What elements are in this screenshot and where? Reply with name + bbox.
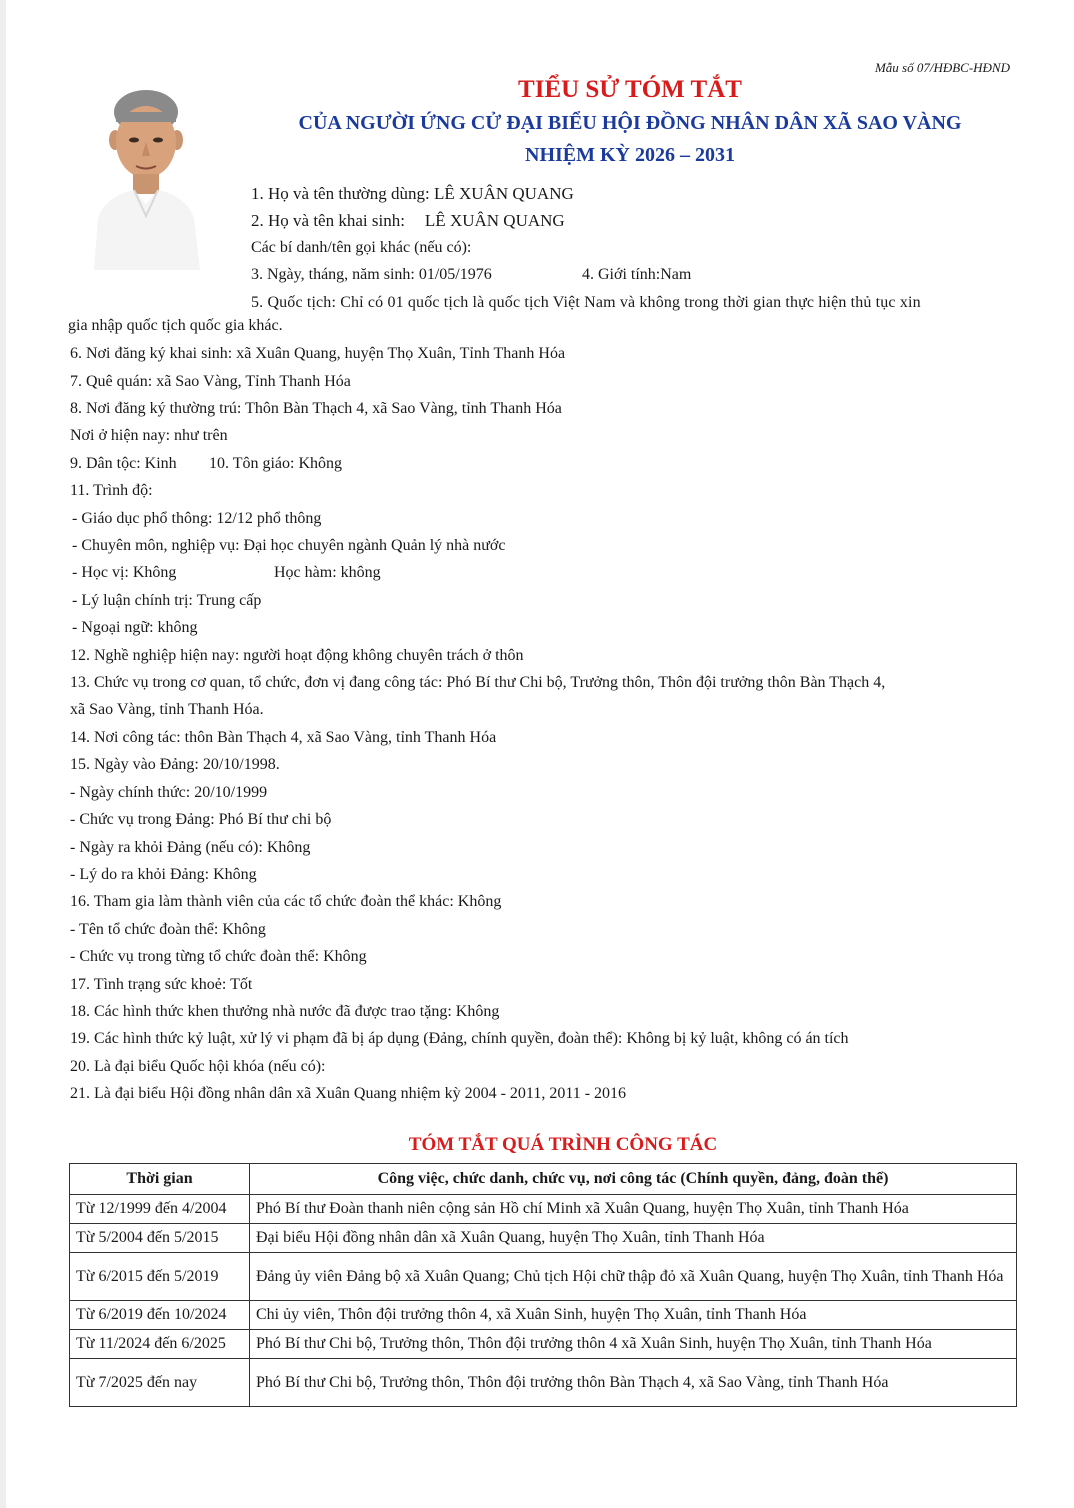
- row-desc: Phó Bí thư Chi bộ, Trưởng thôn, Thôn đội trưởng thôn 4 xã Xuân Sinh, huyện Thọ Xuân, tỉnh Thanh Hóa: [250, 1330, 1017, 1359]
- org-name: - Tên tổ chức đoàn thể: Không: [70, 921, 266, 938]
- edu-politics: - Lý luận chính trị: Trung cấp: [72, 592, 262, 609]
- field-nationality: 5. Quốc tịch: Chỉ có 01 quốc tịch là quốc tịch Việt Nam và không trong thời gian thực hiện thủ tục xin: [251, 294, 921, 311]
- field-workplace: 14. Nơi công tác: thôn Bàn Thạch 4, xã Sao Vàng, tỉnh Thanh Hóa: [70, 729, 497, 746]
- party-leave: - Ngày ra khỏi Đảng (nếu có): Không: [70, 839, 311, 856]
- common-name-value: LÊ XUÂN QUANG: [434, 184, 574, 203]
- field-religion: 10. Tôn giáo: Không: [209, 455, 343, 472]
- form-code: Mẫu số 07/HĐBC-HĐND: [874, 60, 1010, 75]
- document-subtitle: CỦA NGƯỜI ỨNG CỬ ĐẠI BIỂU HỘI ĐỒNG NHÂN DÂN XÃ SAO VÀNG: [298, 112, 962, 134]
- row-desc: Đại biểu Hội đồng nhân dân xã Xuân Quang, huyện Thọ Xuân, tỉnh Thanh Hóa: [250, 1224, 1017, 1253]
- page-edge: [0, 0, 6, 1508]
- document-title: TIỂU SỬ TÓM TẮT: [518, 76, 742, 103]
- table-row: [70, 1330, 1017, 1359]
- row-desc: Phó Bí thư Chi bộ, Trưởng thôn, Thôn đội trưởng thôn Bàn Thạch 4, xã Sao Vàng, tỉnh Thanh Hóa: [250, 1359, 1017, 1407]
- field-nationality-cont: gia nhập quốc tịch quốc gia khác.: [68, 317, 283, 334]
- field-health: 17. Tình trạng sức khoẻ: Tốt: [70, 976, 253, 993]
- field-alias: Các bí danh/tên gọi khác (nếu có):: [251, 239, 472, 256]
- field-education: 11. Trình độ:: [70, 482, 153, 499]
- row-time: Từ 6/2015 đến 5/2019: [70, 1253, 250, 1301]
- field-discipline: 19. Các hình thức kỷ luật, xử lý vi phạm đã bị áp dụng (Đảng, chính quyền, đoàn thể): Không bị kỷ luật, không có án tích: [70, 1030, 849, 1047]
- table-row: [70, 1359, 1017, 1407]
- field-birth-registration: 6. Nơi đăng ký khai sinh: xã Xuân Quang, huyện Thọ Xuân, Tỉnh Thanh Hóa: [70, 345, 566, 362]
- field-birth-name: 2. Họ và tên khai sinh: LÊ XUÂN QUANG: [251, 211, 565, 230]
- field-council-member: 21. Là đại biểu Hội đồng nhân dân xã Xuân Quang nhiệm kỳ 2004 - 2011, 2011 - 2016: [70, 1085, 627, 1102]
- party-leave-reason: - Lý do ra khỏi Đảng: Không: [70, 866, 257, 883]
- col-desc-header: Công việc, chức danh, chức vụ, nơi công tác (Chính quyền, đảng, đoàn thể): [250, 1164, 1017, 1195]
- field-position: 13. Chức vụ trong cơ quan, tổ chức, đơn vị đang công tác: Phó Bí thư Chi bộ, Trưởng thôn, Thôn đội trưởng thôn Bàn Thạch 4,: [70, 674, 886, 691]
- field-hometown: 7. Quê quán: xã Sao Vàng, Tỉnh Thanh Hóa: [70, 373, 351, 390]
- candidate-photo: [86, 78, 210, 270]
- org-position: - Chức vụ trong từng tổ chức đoàn thể: Không: [70, 948, 367, 965]
- edu-language: - Ngoại ngữ: không: [72, 619, 198, 636]
- field-birth-date: 3. Ngày, tháng, năm sinh: 01/05/1976: [251, 266, 492, 283]
- edu-major: - Chuyên môn, nghiệp vụ: Đại học chuyên ngành Quản lý nhà nước: [72, 537, 506, 554]
- field-awards: 18. Các hình thức khen thưởng nhà nước đã được trao tặng: Không: [70, 1003, 500, 1020]
- field-ethnicity: 9. Dân tộc: Kinh: [70, 455, 177, 472]
- table-row: [70, 1253, 1017, 1301]
- field-party-join: 15. Ngày vào Đảng: 20/10/1998.: [70, 756, 280, 773]
- work-history-title: TÓM TẮT QUÁ TRÌNH CÔNG TÁC: [408, 1134, 718, 1155]
- edu-general: - Giáo dục phổ thông: 12/12 phổ thông: [72, 510, 322, 527]
- table-header-row: [70, 1164, 1017, 1195]
- field-gender: 4. Giới tính:Nam: [582, 266, 692, 283]
- birth-name-value: LÊ XUÂN QUANG: [424, 211, 565, 230]
- field-occupation: 12. Nghề nghiệp hiện nay: người hoạt động không chuyên trách ở thôn: [70, 647, 524, 664]
- document-term: NHIỆM KỲ 2026 – 2031: [525, 144, 735, 166]
- edu-degree: - Học vị: Không: [72, 564, 177, 581]
- party-official: - Ngày chính thức: 20/10/1999: [70, 784, 268, 801]
- row-desc: Chi ủy viên, Thôn đội trưởng thôn 4, xã Xuân Sinh, huyện Thọ Xuân, tỉnh Thanh Hóa: [250, 1301, 1017, 1330]
- row-time: Từ 12/1999 đến 4/2004: [70, 1195, 250, 1224]
- field-common-name: 1. Họ và tên thường dùng: LÊ XUÂN QUANG: [251, 184, 574, 203]
- row-time: Từ 7/2025 đến nay: [70, 1359, 250, 1407]
- work-history-table: [69, 1163, 1017, 1407]
- field-organizations: 16. Tham gia làm thành viên của các tổ chức đoàn thể khác: Không: [70, 893, 502, 910]
- row-time: Từ 6/2019 đến 10/2024: [70, 1301, 250, 1330]
- edu-title: Học hàm: không: [274, 564, 381, 581]
- field-current-residence: Nơi ở hiện nay: như trên: [70, 427, 228, 444]
- field-national-assembly: 20. Là đại biểu Quốc hội khóa (nếu có):: [70, 1058, 326, 1075]
- row-desc: Phó Bí thư Đoàn thanh niên cộng sản Hồ chí Minh xã Xuân Quang, huyện Thọ Xuân, tỉnh Thanh Hóa: [250, 1195, 1017, 1224]
- table-row: [70, 1301, 1017, 1330]
- col-time-header: Thời gian: [70, 1164, 250, 1195]
- field-position-cont: xã Sao Vàng, tỉnh Thanh Hóa.: [70, 701, 264, 718]
- row-time: Từ 5/2004 đến 5/2015: [70, 1224, 250, 1253]
- row-time: Từ 11/2024 đến 6/2025: [70, 1330, 250, 1359]
- table-row: [70, 1224, 1017, 1253]
- row-desc: Đảng ủy viên Đảng bộ xã Xuân Quang; Chủ tịch Hội chữ thập đỏ xã Xuân Quang, huyện Thọ Xuân, tỉnh Thanh Hóa: [250, 1253, 1017, 1301]
- table-row: [70, 1195, 1017, 1224]
- party-position: - Chức vụ trong Đảng: Phó Bí thư chi bộ: [70, 811, 332, 828]
- field-permanent-residence: 8. Nơi đăng ký thường trú: Thôn Bàn Thạch 4, xã Sao Vàng, tỉnh Thanh Hóa: [70, 400, 562, 417]
